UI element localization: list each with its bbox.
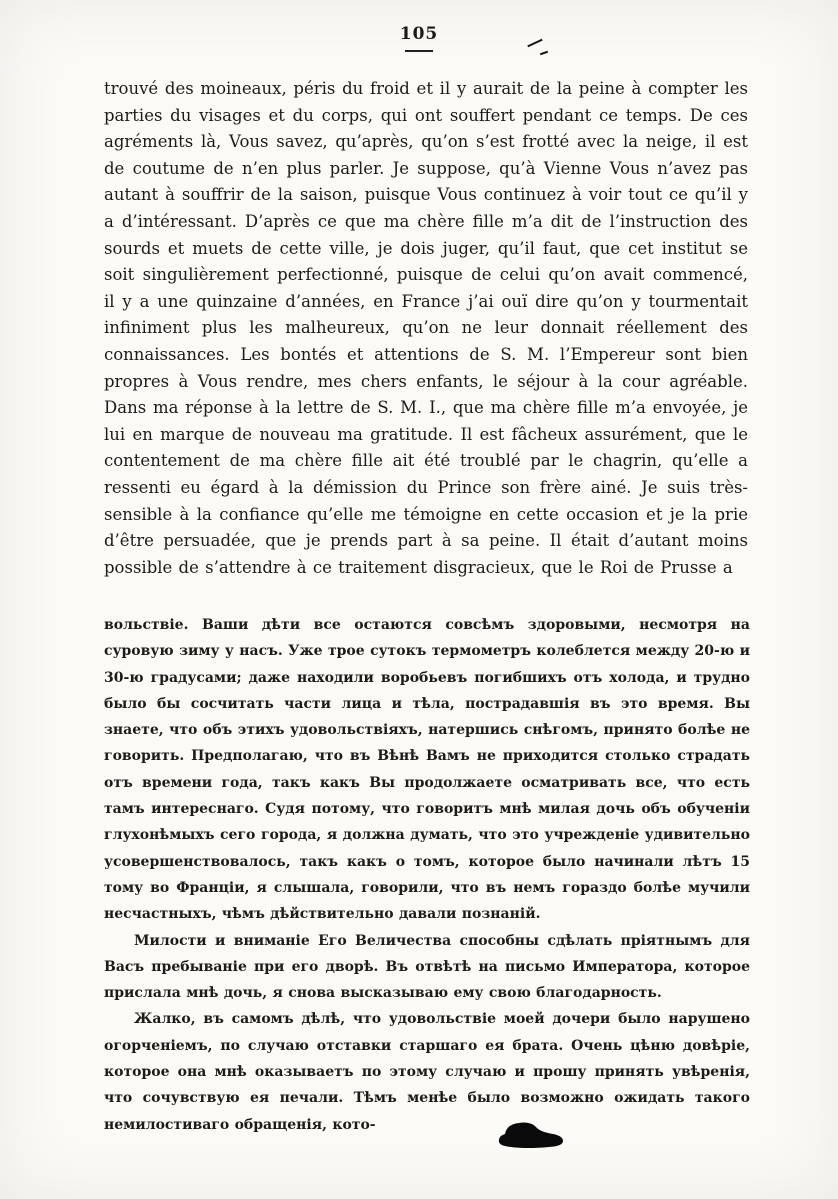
ink-blot-stamp [497, 1120, 565, 1150]
footnote-paragraph-3: Жалко, въ самомъ дѣлѣ, что удовольствіе моей дочери было нарушено огорченіемъ, по случаю отставки старшаго ея брата. Очень цѣню довѣріе, которое она мнѣ оказываетъ по этому случаю и прошу принять увѣренія, что сочувствую ея печали. Тѣмъ менѣе было возможно ожидать такого немилостиваго обращенія, кото- [104, 1011, 750, 1133]
footnote-paragraph-2: Милости и вниманіе Его Величества способны сдѣлать пріятнымъ для Васъ пребываніе при его дворѣ. Въ отвѣтѣ на письмо Императора, которое прислала мнѣ дочь, я снова высказываю ему свою благодарность. [104, 932, 750, 1002]
french-paragraph: trouvé des moineaux, péris du froid et il y aurait de la peine à compter les parties du visages et du corps, qui ont souffert pendant ce temps. De ces agréments là, Vous savez, qu’après, qu’on s’est frotté avec la neige, il est de coutume de n’en plus parler. Je suppose, qu’à Vienne Vous n’avez pas autant à souffrir de la saison, puisque Vous continuez à voir tout ce qu’il y a d’intéressant. D’après ce que ma chère fille m’a dit de l’instruction des sourds et muets de cette ville, je dois juger, qu’il faut, que cet institut se soit singulièrement perfectionné, puisque de celui qu’on avait commencé, il y a une quinzaine d’années, en France j’ai ouï dire qu’on y tourmentait infiniment plus les malheureux, qu’on ne leur donnait réellement des connaissances. Les bontés et attentions de S. M. l’Empereur sont bien propres à Vous rendre, mes chers enfants, le séjour à la cour agréable. Dans ma réponse à la lettre de S. M. I., que ma chère fille m’a envoyée, je lui en marque de nouveau ma gratitude. Il est fâcheux assurément, que le contentement de ma chère fille ait été troublé par le chagrin, qu’elle a ressenti eu égard à la démission du Prince son frère ainé. Je suis très-sensible à la confiance qu’elle me témoigne en cette occasion et je la prie d’être persuadée, que je prends part à sa peine. Il était d’autant moins possible de s’attendre à ce traitement disgracieux, que le Roi de Prusse a [104, 79, 748, 577]
pen-mark-artifact-small [540, 51, 548, 56]
footnote-paragraph-1: вольствіе. Ваши дѣти все остаются совсѣмъ здоровыми, несмотря на суровую зиму у насъ. Уже трое сутокъ термометръ колеблется между 20-ю и 30-ю градусами; даже находили воробьевъ погибшихъ отъ холода, и трудно было бы сосчитать части лица и тѣла, пострадавшія въ это время. Вы знаете, что объ этихъ удовольствіяхъ, натершись снѣгомъ, принято болѣе не говорить. Предполагаю, что въ Вѣнѣ Вамъ не приходится столько страдать отъ времени года, такъ какъ Вы продолжаете осматривать все, что есть тамъ интереснаго. Судя потому, что говоритъ мнѣ милая дочь объ обученіи глухонѣмыхъ сего города, я должна думать, что это учрежденіе удивительно усовершенствовалось, такъ какъ о томъ, которое было начинали лѣтъ 15 тому во Франціи, я слышала, говорили, что въ немъ гораздо болѣе мучили несчастныхъ, чѣмъ дѣйствительно давали познаній. [104, 617, 750, 923]
page-number: 105 [399, 24, 439, 44]
page-number-rule [405, 50, 433, 52]
footnote-text-block [104, 612, 750, 1138]
main-text-block [104, 76, 748, 581]
